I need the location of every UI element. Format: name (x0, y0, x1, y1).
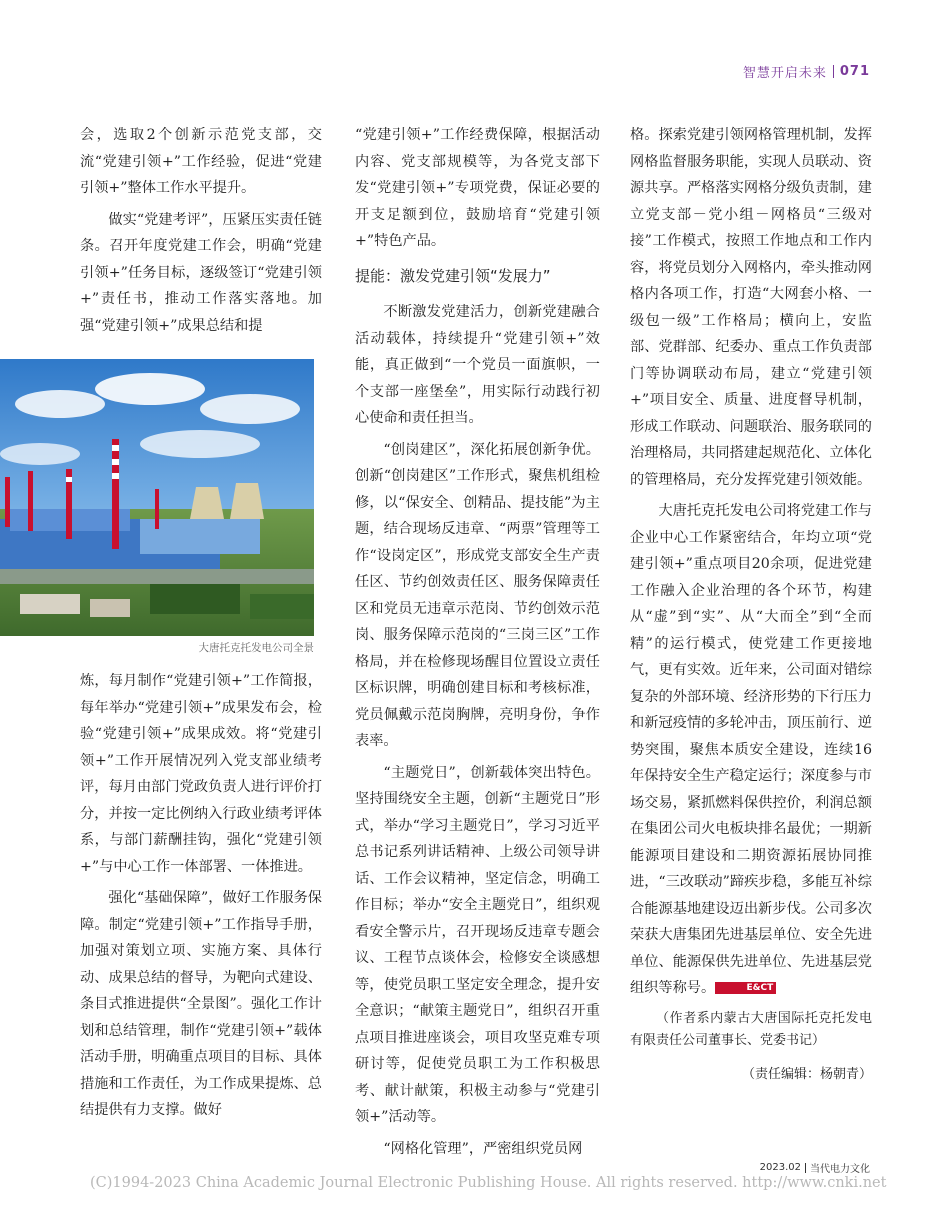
paragraph: 不断激发党建活力，创新党建融合活动载体，持续提升“党建引领+”效能，真正做到“一个党员一面旗帜，一个支部一座堡垒”，用实际行动践行初心使命和责任担当。 (355, 304, 600, 426)
paragraph: 格。探索党建引领网格管理机制，发挥网格监督服务职能，实现人员联动、资源共享。严格落实网格分级负责制，建立党支部－党小组－网格员“三级对接”工作模式，按照工作地点和工作内容，将党员划分入网格内，牵头推动网格内各项工作，打造“大网套小格、一级包一级”工作格局；横向上，安监部、党群部、纪委办、重点工作负责部门等协调联动布局，建立“党建引领+”项目安全、质量、进度督导机制，形成工作联动、问题联治、服务联同的治理格局，共同搭建起规范化、立体化的管理格局，充分发挥党建引领效能。 (630, 127, 872, 488)
paragraph: 会，选取2个创新示范党支部，交流“党建引领+”工作经验，促进“党建引领+”整体工作水平提升。 (80, 127, 322, 196)
paragraph: 炼，每月制作“党建引领+”工作简报，每年举办“党建引领+”成果发布会，检验“党建引领+”成果成效。将“党建引领+”工作开展情况列入党支部业绩考评，每月由部门党政负责人进行评价打分，并按一定比例纳入行政业绩考评体系，与部门薪酬挂钩，强化“党建引领+”与中心工作一体部署、一体推进。 (80, 673, 322, 875)
page-number: 071 (839, 64, 870, 79)
paragraph: “主题党日”，创新载体突出特色。坚持围绕安全主题，创新“主题党日”形式，举办“学习主题党日”，学习习近平总书记系列讲话精神、上级公司领导讲话、工作会议精神，坚定信念，明确工作目标；举办“安全主题党日”，组织观看安全警示片，召开现场反违章专题会议、工程节点谈体会，检修安全谈感想等，使党员职工坚定安全理念，提升安全意识；“献策主题党日”，组织召开重点项目推进座谈会，项目攻坚克难专项研讨等，促使党员职工为工作积极思考、献计献策，积极主动参与“党建引领+”活动等。 (355, 764, 600, 1125)
header-slogan: 智慧开启未来 (742, 66, 827, 81)
author-note: （作者系内蒙古大唐国际托克托发电有限责任公司董事长、党委书记） (630, 1010, 872, 1048)
power-plant-photo (0, 359, 314, 636)
paragraph: “党建引领+”工作经费保障，根据活动内容、党支部规模等，为各党支部下发“党建引领+”专项党费，保证必要的开支足额到位，鼓励培育“党建引领+”特色产品。 (355, 127, 600, 249)
column-1-top (80, 122, 322, 344)
paragraph (630, 498, 872, 1002)
ect-logo-mark: E&CT (715, 982, 776, 994)
paragraph: “创岗建区”，深化拓展创新争优。创新“创岗建区”工作形式，聚焦机组检修，以“保安全、创精品、提技能”为主题，结合现场反违章、“两票”管理等工作“设岗定区”，形成党支部安全生产责任区、节约创效责任区、服务保障责任区和党员无违章示范岗、节约创效示范岗、服务保障示范岗的“三岗三区”工作格局，并在检修现场醒目位置设立责任区标识牌，明确创建目标和考核标准，党员佩戴示范岗胸牌，亮明身份，争作表率。 (355, 441, 600, 749)
paragraph: 做实“党建考评”，压紧压实责任链条。召开年度党建工作会，明确“党建引领+”任务目标，逐级签订“党建引领+”责任书，推动工作落实落地。加强“党建引领+”成果总结和提 (80, 211, 322, 334)
header-divider (833, 65, 834, 78)
paragraph-text: 大唐托克托发电公司将党建工作与企业中心工作紧密结合，年均立项“党建引领+”重点项目20余项，促进党建工作融入企业治理的各个环节，构建从“虚”到“实”、从“大而全”到“全而精”的运行模式，使党建工作更接地气，更有实效。近年来，公司面对错综复杂的外部环境、经济形势的下行压力和新冠疫情的多轮冲击，顶压前行、逆势突围，聚焦本质安全建设，连续16年保持安全生产稳定运行；深度参与市场交易，紧抓燃料保供控价，利润总额在集团公司火电板块排名最优；一期新能源项目建设和二期资源拓展协同推进，“三改联动”蹄疾步稳，多能互补综合能源基地建设迈出新步伐。公司多次荣获大唐集团先进基层单位、安全先进单位、能源保供先进单位、先进基层党组织等称号。 (630, 503, 872, 996)
copyright-watermark: (C)1994-2023 China Academic Journal Electronic Publishing House. All rights reserved. http://www.cnki.net (90, 1175, 887, 1191)
magazine-name: 当代电力文化 (810, 1164, 870, 1175)
page-footer (760, 1160, 870, 1175)
photo-caption: 大唐托克托发电公司全景 (198, 642, 314, 654)
paragraph: 强化“基础保障”，做好工作服务保障。制定“党建引领+”工作指导手册，加强对策划立项、实施方案、具体行动、成果总结的督导，为靶向式建设、条目式推进提供“全景图”。强化工作计划和总结管理，制作“党建引领+”载体活动手册，明确重点项目的目标、具体措施和工作责任，为工作成果提炼、总结提供有力支撑。做好 (80, 890, 322, 1118)
section-heading: 提能：激发党建引领“发展力” (355, 266, 551, 285)
column-3 (630, 122, 872, 1093)
issue-number: 2023.02 (759, 1162, 801, 1173)
editor-note: （责任编辑：杨朝青） (741, 1066, 872, 1082)
column-2 (355, 122, 600, 1167)
column-1-bottom (80, 668, 322, 1129)
paragraph: “网格化管理”，严密组织党员网 (383, 1140, 583, 1157)
footer-divider (805, 1163, 806, 1173)
page-header (743, 62, 870, 81)
